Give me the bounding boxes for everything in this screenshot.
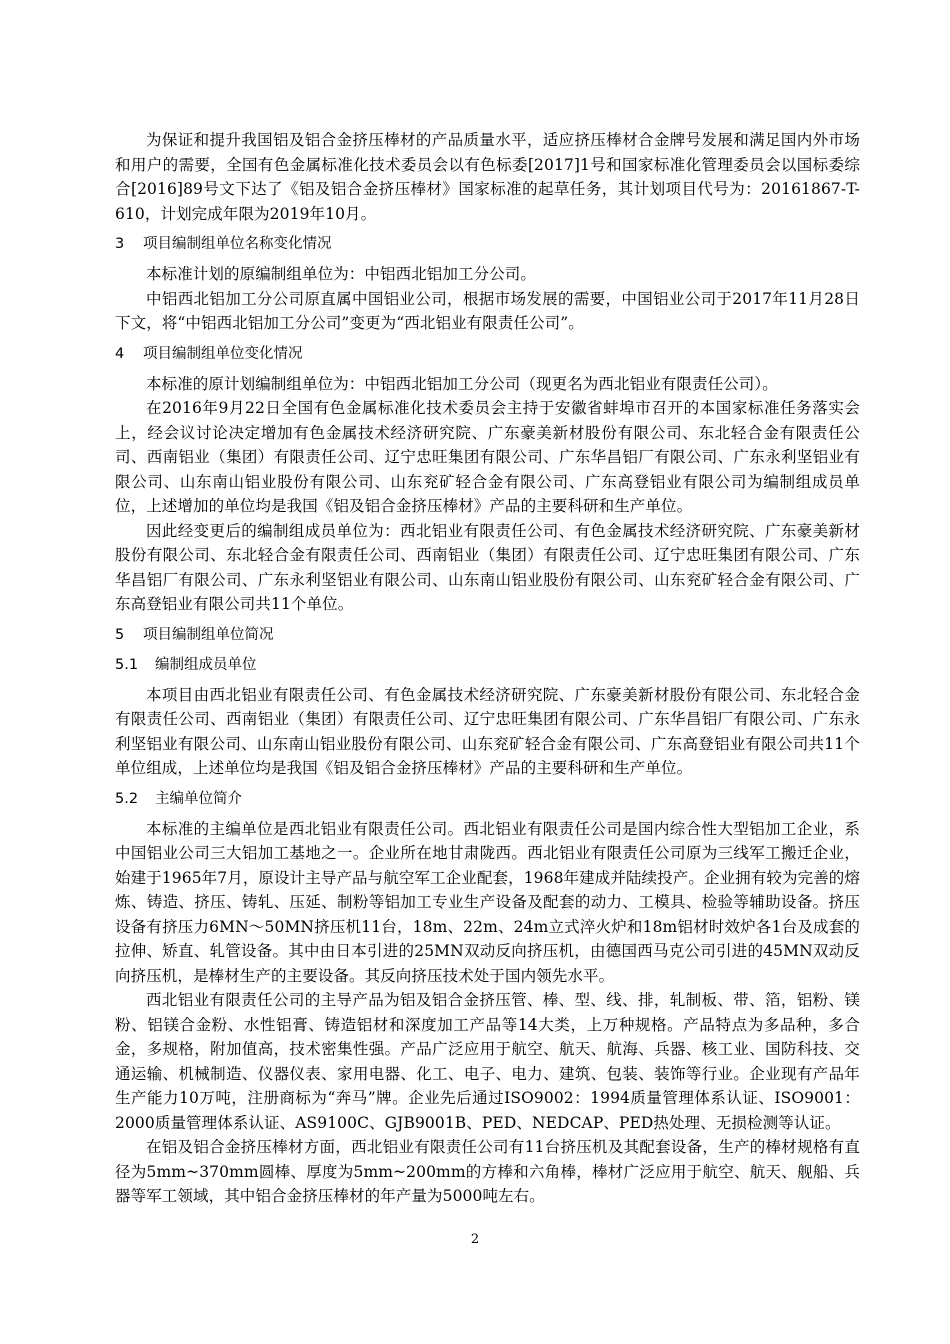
section-heading-5 <box>115 623 860 647</box>
section-title: 编制组成员单位 <box>155 656 257 673</box>
section-number: 4 <box>115 345 125 362</box>
paragraph: 本标准的主编单位是西北铝业有限责任公司。西北铝业有限责任公司是国内综合性大型铝加工企业，系中国铝业公司三大铝加工基地之一。企业所在地甘肃陇西。西北铝业有限责任公司原为三线军工搬迁企业，始建于1965年7月，原设计主导产品与航空军工企业配套，1968年建成并陆续投产。企业拥有较为完善的熔炼、铸造、挤压、铸轧、压延、制粉等铝加工专业生产设备及配套的动力、工模具、检验等辅助设备。挤压设备有挤压力6MN～50MN挤压机11台，18m、22m、24m立式淬火炉和18m铝材时效炉各1台及成套的拉伸、矫直、轧管设备。其中由日本引进的25MN双动反向挤压机，由德国西马克公司引进的45MN双动反向挤压机，是棒材生产的主要设备。其反向挤压技术处于国内领先水平。 <box>115 819 860 985</box>
section-title: 项目编制组单位变化情况 <box>143 345 303 362</box>
section-heading-5-1 <box>115 653 860 677</box>
paragraph: 因此经变更后的编制组成员单位为：西北铝业有限责任公司、有色金属技术经济研究院、广东豪美新材股份有限公司、东北轻合金有限责任公司、西南铝业（集团）有限责任公司、辽宁忠旺集团有限公司、广东华昌铝厂有限公司、广东永利坚铝业有限公司、山东南山铝业股份有限公司、山东兖矿轻合金有限公司、广东高登铝业有限公司共11个单位。 <box>115 521 860 613</box>
paragraph: 中铝西北铝加工分公司原直属中国铝业公司，根据市场发展的需要，中国铝业公司于2017年11月28日下文，将“中铝西北铝加工分公司”变更为“西北铝业有限责任公司”。 <box>115 289 860 332</box>
section-title: 主编单位简介 <box>155 790 242 807</box>
paragraph: 本项目由西北铝业有限责任公司、有色金属技术经济研究院、广东豪美新材股份有限公司、东北轻合金有限责任公司、西南铝业（集团）有限责任公司、辽宁忠旺集团有限公司、广东华昌铝厂有限公司、广东永利坚铝业有限公司、山东南山铝业股份有限公司、山东兖矿轻合金有限公司、广东高登铝业有限公司共11个单位组成，上述单位均是我国《铝及铝合金挤压棒材》产品的主要科研和生产单位。 <box>115 685 860 777</box>
document-body <box>115 128 860 1209</box>
section-title: 项目编制组单位名称变化情况 <box>143 236 332 252</box>
section-heading-3 <box>115 232 860 256</box>
section-heading-5-2 <box>115 787 860 811</box>
section-number: 5.1 <box>115 656 139 673</box>
paragraph: 在2016年9月22日全国有色金属标准化技术委员会主持于安徽省蚌埠市召开的本国家标准任务落实会上，经会议讨论决定增加有色金属技术经济研究院、广东豪美新材股份有限公司、东北轻合金有限责任公司、西南铝业（集团）有限责任公司、辽宁忠旺集团有限公司、广东华昌铝厂有限公司、广东永利坚铝业有限公司、山东南山铝业股份有限公司、山东兖矿轻合金有限公司、广东高登铝业有限公司为编制组成员单位，上述增加的单位均是我国《铝及铝合金挤压棒材》产品的主要科研和生产单位。 <box>115 399 860 515</box>
section-heading-4 <box>115 342 860 366</box>
paragraph: 本标准的原计划编制组单位为：中铝西北铝加工分公司（现更名为西北铝业有限责任公司）。 <box>146 374 778 393</box>
section-number: 5 <box>115 626 125 643</box>
paragraph: 为保证和提升我国铝及铝合金挤压棒材的产品质量水平，适应挤压棒材合金牌号发展和满足国内外市场和用户的需要，全国有色金属标准化技术委员会以有色标委[2017]1号和国家标准化管理委员会以国标委综合[2016]89号文下达了《铝及铝合金挤压棒材》国家标准的起草任务，其计划项目代号为：20161867-T-610，计划完成年限为2019年10月。 <box>115 131 860 223</box>
page-number: 2 <box>470 1232 480 1247</box>
paragraph: 在铝及铝合金挤压棒材方面，西北铝业有限责任公司有11台挤压机及其配套设备，生产的棒材规格有直径为5mm~370mm圆棒、厚度为5mm~200mm的方棒和六角棒，棒材广泛应用于航空、航天、舰船、兵器等军工领域，其中铝合金挤压棒材的年产量为5000吨左右。 <box>115 1138 860 1205</box>
section-title: 项目编制组单位简况 <box>143 626 274 643</box>
section-number: 5.2 <box>115 790 139 807</box>
paragraph: 西北铝业有限责任公司的主导产品为铝及铝合金挤压管、棒、型、线、排，轧制板、带、箔，铝粉、镁粉、铝镁合金粉、水性铝膏、铸造铝材和深度加工产品等14大类，上万种规格。产品特点为多品种，多合金，多规格，附加值高，技术密集性强。产品广泛应用于航空、航天、航海、兵器、核工业、国防科技、交通运输、机械制造、仪器仪表、家用电器、化工、电子、电力、建筑、包装、装饰等行业。企业现有产品年生产能力10万吨，注册商标为“奔马”牌。企业先后通过ISO9002：1994质量管理体系认证、ISO9001：2000质量管理体系认证、AS9100C、GJB9001B、PED、NEDCAP、PED热处理、无损检测等认证。 <box>115 991 860 1132</box>
paragraph: 本标准计划的原编制组单位为：中铝西北铝加工分公司。 <box>146 265 537 283</box>
section-number: 3 <box>115 236 125 252</box>
